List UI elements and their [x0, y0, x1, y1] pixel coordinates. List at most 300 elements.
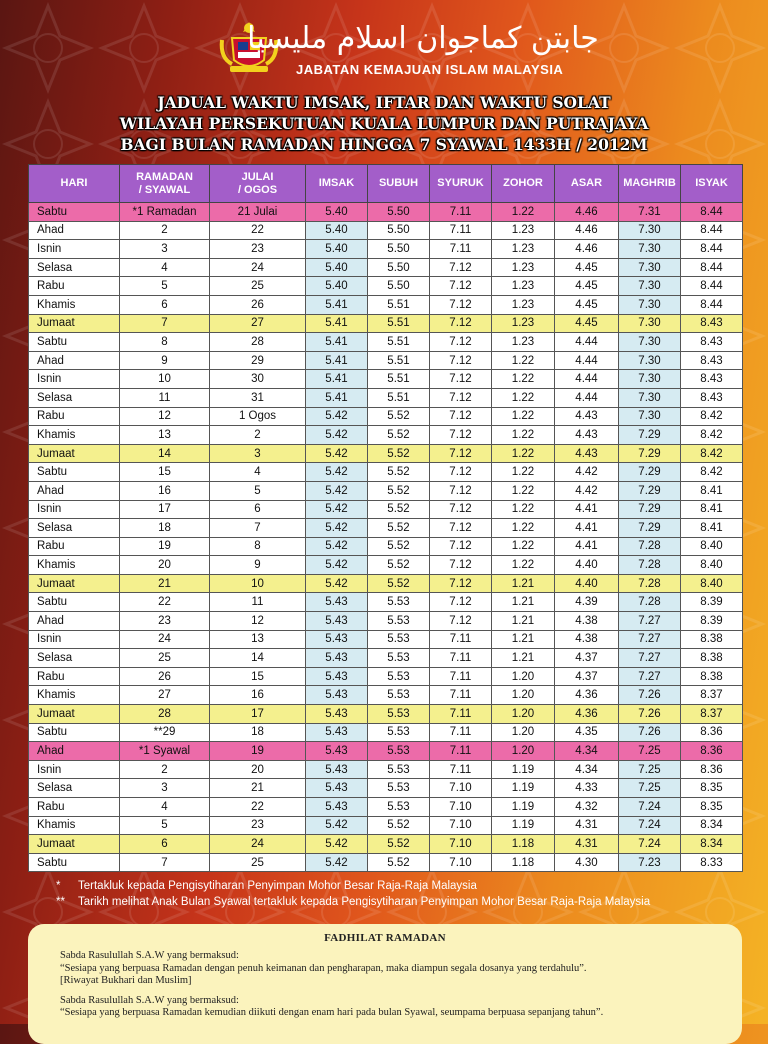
footnote-mark: *: [56, 880, 61, 892]
cell-ramadan: 17: [120, 500, 210, 519]
cell-hari: Sabtu: [29, 203, 120, 222]
cell-ramadan: 3: [120, 779, 210, 798]
cell-subuh: 5.53: [368, 798, 430, 817]
cell-maghrib: 7.29: [619, 426, 681, 445]
cell-hari: Khamis: [29, 686, 120, 705]
cell-zohor: 1.22: [492, 203, 555, 222]
table-row: [29, 370, 743, 389]
table-row: [29, 407, 743, 426]
page-header: [0, 0, 768, 88]
hadith-1-source: [Riwayat Bukhari dan Muslim]: [60, 975, 192, 986]
cell-imsak: 5.41: [306, 333, 368, 352]
cell-hari: Rabu: [29, 798, 120, 817]
cell-ramadan: 9: [120, 351, 210, 370]
cell-isyak: 8.42: [681, 407, 743, 426]
cell-syuruk: 7.12: [430, 258, 492, 277]
cell-subuh: 5.51: [368, 370, 430, 389]
cell-isyak: 8.43: [681, 388, 743, 407]
cell-subuh: 5.53: [368, 742, 430, 761]
cell-ramadan: 16: [120, 481, 210, 500]
jawi-script-logotype: [247, 14, 599, 58]
cell-zohor: 1.23: [492, 221, 555, 240]
cell-asar: 4.45: [555, 314, 619, 333]
cell-zohor: 1.22: [492, 388, 555, 407]
cell-maghrib: 7.29: [619, 481, 681, 500]
cell-asar: 4.37: [555, 667, 619, 686]
prayer-times-body: [29, 203, 743, 872]
cell-asar: 4.45: [555, 277, 619, 296]
cell-ramadan: 21: [120, 574, 210, 593]
cell-ramadan: 14: [120, 444, 210, 463]
cell-asar: 4.31: [555, 816, 619, 835]
cell-imsak: 5.42: [306, 407, 368, 426]
cell-asar: 4.45: [555, 258, 619, 277]
cell-hari: Jumaat: [29, 314, 120, 333]
cell-imsak: 5.43: [306, 612, 368, 631]
table-row: [29, 612, 743, 631]
cell-isyak: 8.42: [681, 444, 743, 463]
cell-maghrib: 7.24: [619, 798, 681, 817]
cell-syuruk: 7.12: [430, 500, 492, 519]
cell-ramadan: 13: [120, 426, 210, 445]
cell-asar: 4.46: [555, 221, 619, 240]
cell-syuruk: 7.10: [430, 816, 492, 835]
cell-zohor: 1.21: [492, 630, 555, 649]
cell-zohor: 1.21: [492, 649, 555, 668]
cell-asar: 4.40: [555, 556, 619, 575]
cell-subuh: 5.50: [368, 258, 430, 277]
footnotes: [56, 878, 756, 910]
prayer-times-table: [28, 164, 743, 872]
cell-asar: 4.41: [555, 537, 619, 556]
cell-hari: Ahad: [29, 351, 120, 370]
cell-julai: 7: [210, 519, 306, 538]
cell-imsak: 5.40: [306, 258, 368, 277]
fadhilat-body: [60, 950, 742, 1020]
cell-asar: 4.34: [555, 760, 619, 779]
table-row: [29, 742, 743, 761]
cell-hari: Isnin: [29, 630, 120, 649]
cell-syuruk: 7.10: [430, 798, 492, 817]
cell-ramadan: 18: [120, 519, 210, 538]
cell-zohor: 1.22: [492, 407, 555, 426]
cell-hari: Khamis: [29, 295, 120, 314]
cell-julai: 24: [210, 258, 306, 277]
header-julai-line1: JULAI: [241, 170, 274, 183]
cell-ramadan: *1 Ramadan: [120, 203, 210, 222]
table-row: [29, 463, 743, 482]
table-row: [29, 203, 743, 222]
cell-subuh: 5.53: [368, 705, 430, 724]
cell-imsak: 5.43: [306, 686, 368, 705]
header-julai-line2: / OGOS: [237, 183, 278, 196]
cell-zohor: 1.20: [492, 686, 555, 705]
cell-asar: 4.43: [555, 444, 619, 463]
cell-julai: 27: [210, 314, 306, 333]
cell-isyak: 8.40: [681, 556, 743, 575]
cell-zohor: 1.20: [492, 667, 555, 686]
cell-zohor: 1.23: [492, 314, 555, 333]
cell-subuh: 5.53: [368, 593, 430, 612]
cell-maghrib: 7.28: [619, 574, 681, 593]
cell-ramadan: 7: [120, 314, 210, 333]
cell-imsak: 5.42: [306, 537, 368, 556]
cell-zohor: 1.22: [492, 444, 555, 463]
cell-zohor: 1.23: [492, 240, 555, 259]
table-row: [29, 426, 743, 445]
cell-subuh: 5.52: [368, 407, 430, 426]
jawi-department-name: [247, 14, 599, 58]
cell-julai: 29: [210, 351, 306, 370]
cell-subuh: 5.51: [368, 388, 430, 407]
cell-maghrib: 7.30: [619, 221, 681, 240]
cell-syuruk: 7.12: [430, 426, 492, 445]
cell-julai: 15: [210, 667, 306, 686]
cell-imsak: 5.42: [306, 426, 368, 445]
cell-zohor: 1.23: [492, 295, 555, 314]
cell-syuruk: 7.12: [430, 407, 492, 426]
cell-asar: 4.37: [555, 649, 619, 668]
cell-syuruk: 7.12: [430, 537, 492, 556]
cell-julai: 10: [210, 574, 306, 593]
cell-isyak: 8.34: [681, 835, 743, 854]
cell-zohor: 1.23: [492, 258, 555, 277]
cell-julai: 23: [210, 816, 306, 835]
cell-julai: 5: [210, 481, 306, 500]
cell-zohor: 1.22: [492, 370, 555, 389]
cell-ramadan: 26: [120, 667, 210, 686]
table-row: [29, 760, 743, 779]
cell-hari: Isnin: [29, 240, 120, 259]
cell-maghrib: 7.25: [619, 779, 681, 798]
cell-julai: 16: [210, 686, 306, 705]
cell-maghrib: 7.24: [619, 816, 681, 835]
cell-ramadan: 5: [120, 816, 210, 835]
cell-maghrib: 7.30: [619, 240, 681, 259]
cell-imsak: 5.42: [306, 835, 368, 854]
cell-maghrib: 7.28: [619, 556, 681, 575]
table-row: [29, 333, 743, 352]
cell-isyak: 8.44: [681, 258, 743, 277]
cell-imsak: 5.43: [306, 593, 368, 612]
cell-asar: 4.44: [555, 333, 619, 352]
cell-maghrib: 7.30: [619, 314, 681, 333]
header-imsak: IMSAK: [306, 165, 368, 203]
cell-subuh: 5.52: [368, 500, 430, 519]
cell-asar: 4.36: [555, 686, 619, 705]
cell-hari: Isnin: [29, 760, 120, 779]
cell-ramadan: 6: [120, 295, 210, 314]
cell-zohor: 1.20: [492, 742, 555, 761]
header-julai: [210, 165, 306, 203]
cell-hari: Sabtu: [29, 853, 120, 872]
cell-isyak: 8.36: [681, 742, 743, 761]
cell-isyak: 8.34: [681, 816, 743, 835]
cell-asar: 4.41: [555, 519, 619, 538]
cell-maghrib: 7.27: [619, 630, 681, 649]
cell-imsak: 5.41: [306, 370, 368, 389]
cell-hari: Isnin: [29, 500, 120, 519]
cell-subuh: 5.52: [368, 444, 430, 463]
cell-asar: 4.36: [555, 705, 619, 724]
cell-ramadan: 11: [120, 388, 210, 407]
cell-syuruk: 7.11: [430, 667, 492, 686]
cell-hari: Sabtu: [29, 463, 120, 482]
cell-isyak: 8.35: [681, 798, 743, 817]
cell-imsak: 5.42: [306, 444, 368, 463]
cell-maghrib: 7.30: [619, 277, 681, 296]
cell-ramadan: 8: [120, 333, 210, 352]
cell-isyak: 8.33: [681, 853, 743, 872]
table-row: [29, 500, 743, 519]
cell-imsak: 5.43: [306, 798, 368, 817]
table-row: [29, 351, 743, 370]
cell-asar: 4.40: [555, 574, 619, 593]
cell-julai: 12: [210, 612, 306, 631]
cell-julai: 28: [210, 333, 306, 352]
cell-ramadan: 23: [120, 612, 210, 631]
cell-subuh: 5.53: [368, 649, 430, 668]
cell-isyak: 8.44: [681, 240, 743, 259]
cell-julai: 20: [210, 760, 306, 779]
cell-syuruk: 7.10: [430, 835, 492, 854]
cell-maghrib: 7.26: [619, 686, 681, 705]
cell-syuruk: 7.10: [430, 853, 492, 872]
cell-subuh: 5.52: [368, 853, 430, 872]
cell-asar: 4.44: [555, 351, 619, 370]
cell-isyak: 8.43: [681, 351, 743, 370]
cell-asar: 4.42: [555, 481, 619, 500]
cell-maghrib: 7.30: [619, 351, 681, 370]
cell-maghrib: 7.30: [619, 258, 681, 277]
cell-julai: 21 Julai: [210, 203, 306, 222]
table-row: [29, 519, 743, 538]
table-row: [29, 686, 743, 705]
cell-imsak: 5.41: [306, 388, 368, 407]
footnote-text: Tarikh melihat Anak Bulan Syawal tertakluk kepada Pengisytiharan Penyimpan Mohor Besar Raja-Raja Malaysia: [78, 896, 651, 908]
cell-zohor: 1.21: [492, 574, 555, 593]
schedule-title-block: [0, 92, 768, 155]
cell-syuruk: 7.11: [430, 240, 492, 259]
cell-imsak: 5.43: [306, 649, 368, 668]
cell-imsak: 5.40: [306, 277, 368, 296]
cell-asar: 4.43: [555, 426, 619, 445]
cell-imsak: 5.42: [306, 481, 368, 500]
cell-maghrib: 7.28: [619, 593, 681, 612]
cell-ramadan: 28: [120, 705, 210, 724]
cell-zohor: 1.21: [492, 593, 555, 612]
cell-hari: Rabu: [29, 537, 120, 556]
cell-zohor: 1.21: [492, 612, 555, 631]
cell-isyak: 8.36: [681, 723, 743, 742]
cell-asar: 4.39: [555, 593, 619, 612]
cell-imsak: 5.42: [306, 556, 368, 575]
cell-maghrib: 7.29: [619, 444, 681, 463]
cell-syuruk: 7.11: [430, 203, 492, 222]
cell-maghrib: 7.25: [619, 760, 681, 779]
fadhilat-title: FADHILAT RAMADAN: [324, 932, 446, 944]
cell-syuruk: 7.12: [430, 556, 492, 575]
cell-syuruk: 7.12: [430, 333, 492, 352]
cell-hari: Ahad: [29, 742, 120, 761]
cell-hari: Khamis: [29, 556, 120, 575]
hadith-1-intro: Sabda Rasulullah S.A.W yang bermaksud:: [60, 950, 239, 961]
cell-syuruk: 7.12: [430, 444, 492, 463]
cell-imsak: 5.42: [306, 816, 368, 835]
cell-zohor: 1.19: [492, 760, 555, 779]
cell-subuh: 5.52: [368, 816, 430, 835]
cell-imsak: 5.40: [306, 221, 368, 240]
cell-julai: 22: [210, 798, 306, 817]
cell-zohor: 1.20: [492, 705, 555, 724]
cell-subuh: 5.50: [368, 240, 430, 259]
cell-zohor: 1.23: [492, 277, 555, 296]
cell-subuh: 5.52: [368, 426, 430, 445]
cell-julai: 6: [210, 500, 306, 519]
footnote-2: [56, 894, 756, 910]
cell-asar: 4.42: [555, 463, 619, 482]
table-row: [29, 388, 743, 407]
cell-julai: 13: [210, 630, 306, 649]
table-row: [29, 277, 743, 296]
cell-hari: Rabu: [29, 277, 120, 296]
cell-zohor: 1.22: [492, 537, 555, 556]
cell-julai: 17: [210, 705, 306, 724]
table-row: [29, 816, 743, 835]
cell-zohor: 1.22: [492, 556, 555, 575]
cell-ramadan: 4: [120, 798, 210, 817]
cell-imsak: 5.42: [306, 574, 368, 593]
cell-julai: 18: [210, 723, 306, 742]
cell-maghrib: 7.30: [619, 407, 681, 426]
cell-asar: 4.38: [555, 630, 619, 649]
footnote-1: [56, 878, 756, 894]
cell-asar: 4.46: [555, 203, 619, 222]
cell-hari: Sabtu: [29, 593, 120, 612]
cell-isyak: 8.44: [681, 295, 743, 314]
table-row: [29, 295, 743, 314]
cell-subuh: 5.53: [368, 630, 430, 649]
cell-hari: Selasa: [29, 388, 120, 407]
title-line-2: WILAYAH PERSEKUTUAN KUALA LUMPUR DAN PUTRAJAYA: [119, 114, 649, 133]
svg-text:جابتن كماجوان اسلام مليسيا: جابتن كماجوان اسلام مليسيا: [247, 21, 599, 56]
cell-imsak: 5.43: [306, 760, 368, 779]
cell-asar: 4.35: [555, 723, 619, 742]
table-row: [29, 537, 743, 556]
cell-hari: Isnin: [29, 370, 120, 389]
cell-asar: 4.45: [555, 295, 619, 314]
cell-subuh: 5.53: [368, 686, 430, 705]
cell-subuh: 5.53: [368, 723, 430, 742]
cell-subuh: 5.53: [368, 612, 430, 631]
cell-julai: 19: [210, 742, 306, 761]
cell-julai: 24: [210, 835, 306, 854]
cell-maghrib: 7.27: [619, 667, 681, 686]
cell-hari: Sabtu: [29, 333, 120, 352]
prayer-times-table-container: [28, 164, 742, 872]
cell-julai: 30: [210, 370, 306, 389]
cell-imsak: 5.42: [306, 519, 368, 538]
cell-subuh: 5.52: [368, 556, 430, 575]
cell-ramadan: 25: [120, 649, 210, 668]
cell-isyak: 8.41: [681, 500, 743, 519]
header-ramadan-line1: RAMADAN: [136, 170, 193, 183]
cell-asar: 4.41: [555, 500, 619, 519]
cell-zohor: 1.22: [492, 519, 555, 538]
cell-isyak: 8.43: [681, 333, 743, 352]
cell-asar: 4.46: [555, 240, 619, 259]
table-row: [29, 835, 743, 854]
cell-isyak: 8.41: [681, 481, 743, 500]
cell-ramadan: 12: [120, 407, 210, 426]
header-maghrib: MAGHRIB: [619, 165, 681, 203]
cell-hari: Selasa: [29, 258, 120, 277]
header-zohor: ZOHOR: [492, 165, 555, 203]
cell-julai: 25: [210, 853, 306, 872]
header-isyak: ISYAK: [681, 165, 743, 203]
cell-syuruk: 7.12: [430, 593, 492, 612]
cell-syuruk: 7.10: [430, 779, 492, 798]
hadith-2-intro: Sabda Rasulullah S.A.W yang bermaksud:: [60, 994, 239, 1006]
cell-ramadan: 4: [120, 258, 210, 277]
header-ramadan-line2: / SYAWAL: [138, 183, 191, 196]
cell-asar: 4.31: [555, 835, 619, 854]
cell-zohor: 1.22: [492, 351, 555, 370]
fadhilat-ramadan-box: [28, 924, 742, 1044]
cell-ramadan: 22: [120, 593, 210, 612]
cell-isyak: 8.39: [681, 593, 743, 612]
cell-isyak: 8.36: [681, 760, 743, 779]
cell-syuruk: 7.12: [430, 388, 492, 407]
cell-zohor: 1.18: [492, 853, 555, 872]
cell-ramadan: 2: [120, 760, 210, 779]
cell-maghrib: 7.24: [619, 835, 681, 854]
cell-ramadan: 3: [120, 240, 210, 259]
cell-asar: 4.44: [555, 370, 619, 389]
cell-julai: 14: [210, 649, 306, 668]
cell-ramadan: *1 Syawal: [120, 742, 210, 761]
cell-isyak: 8.42: [681, 463, 743, 482]
header-ramadan: [120, 165, 210, 203]
cell-syuruk: 7.12: [430, 463, 492, 482]
cell-maghrib: 7.25: [619, 742, 681, 761]
cell-subuh: 5.52: [368, 537, 430, 556]
cell-syuruk: 7.11: [430, 760, 492, 779]
department-name: JABATAN KEMAJUAN ISLAM MALAYSIA: [296, 62, 564, 77]
table-row: [29, 779, 743, 798]
cell-ramadan: 24: [120, 630, 210, 649]
cell-hari: Khamis: [29, 816, 120, 835]
cell-isyak: 8.38: [681, 630, 743, 649]
cell-ramadan: 5: [120, 277, 210, 296]
cell-subuh: 5.51: [368, 295, 430, 314]
table-row: [29, 798, 743, 817]
cell-subuh: 5.52: [368, 481, 430, 500]
cell-subuh: 5.52: [368, 463, 430, 482]
cell-hari: Jumaat: [29, 444, 120, 463]
table-header-row: [29, 165, 743, 203]
cell-syuruk: 7.11: [430, 686, 492, 705]
cell-hari: Selasa: [29, 649, 120, 668]
cell-hari: Selasa: [29, 779, 120, 798]
cell-julai: 23: [210, 240, 306, 259]
cell-asar: 4.30: [555, 853, 619, 872]
cell-hari: Jumaat: [29, 574, 120, 593]
table-row: [29, 314, 743, 333]
cell-maghrib: 7.29: [619, 463, 681, 482]
cell-isyak: 8.44: [681, 203, 743, 222]
table-row: [29, 444, 743, 463]
